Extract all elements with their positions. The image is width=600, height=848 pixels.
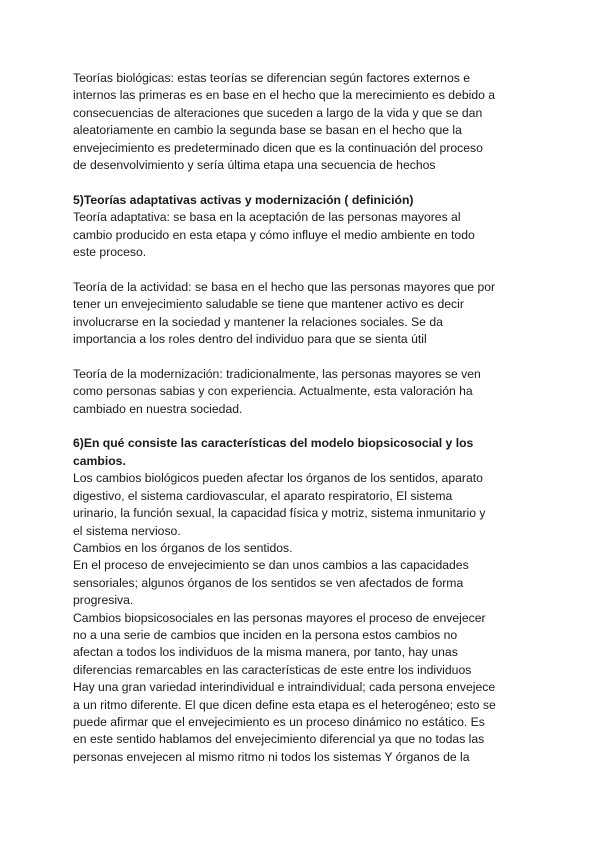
text-line: consecuencias de alteraciones que suceden a largo de la vida y que se dan	[73, 105, 483, 120]
text-line: Cambios biopsicosociales en las personas mayores el proceso de envejecer	[73, 610, 486, 625]
text-line: Los cambios biológicos pueden afectar los órganos de los sentidos, aparato	[73, 471, 483, 486]
text-line: no a una serie de cambios que inciden en la persona estos cambios no	[73, 627, 458, 642]
text-line: internos las primeras es en base en el hecho que la merecimiento es debido a	[73, 88, 496, 103]
text-line: Teoría adaptativa: se basa en la aceptación de las personas mayores al	[73, 210, 461, 225]
text-line: afectan a todos los individuos de la misma manera, por tanto, hay unas	[73, 645, 458, 660]
section-6-heading: 6)En qué consiste las características del modelo biopsicosocial y los	[73, 436, 474, 451]
text-line: progresiva.	[73, 593, 134, 608]
text-line: Cambios en los órganos de los sentidos.	[73, 540, 293, 555]
document-body	[73, 70, 533, 766]
text-line: Hay una gran variedad interindividual e intraindividual; cada persona envejece	[73, 680, 496, 695]
text-line: envejecimiento es predeterminado dicen que es la continuación del proceso	[73, 140, 483, 155]
text-line: a un ritmo diferente. El que dicen define esta etapa es el heterogéneo; esto se	[73, 697, 496, 712]
text-line: el sistema nervioso.	[73, 523, 181, 538]
section-5	[73, 192, 533, 209]
text-line: involucrarse en la sociedad y mantener la relaciones sociales. Se da	[73, 314, 443, 329]
text-line: sensoriales; algunos órganos de los sentidos se ven afectados de forma	[73, 575, 464, 590]
text-line: este proceso.	[73, 245, 147, 260]
intro-paragraph	[73, 70, 533, 174]
text-line: urinario, la función sexual, la capacidad física y motriz, sistema inmunitario y	[73, 506, 486, 521]
text-line: En el proceso de envejecimiento se dan unos cambios a las capacidades	[73, 558, 469, 573]
text-line: de desenvolvimiento y sería última etapa una secuencia de hechos	[73, 158, 436, 173]
text-line: personas envejecen al mismo ritmo ni todos los sistemas Y órganos de la	[73, 749, 470, 764]
text-line: en este sentido hablamos del envejecimiento diferencial ya que no todas las	[73, 732, 485, 747]
section-6	[73, 435, 533, 470]
text-line: aleatoriamente en cambio la segunda base se basan en el hecho que la	[73, 123, 462, 138]
text-line: como personas sabias y con experiencia. Actualmente, esta valoración ha	[73, 384, 473, 399]
text-line: digestivo, el sistema cardiovascular, el aparato respiratorio, El sistema	[73, 488, 453, 503]
section-5-heading: 5)Teorías adaptativas activas y modernización ( definición)	[73, 192, 414, 207]
modernizacion-paragraph	[73, 366, 533, 418]
text-line: cambio producido en esta etapa y cómo influye el medio ambiente en todo	[73, 227, 475, 242]
actividad-paragraph	[73, 279, 533, 349]
text-line: Teoría de la modernización: tradicionalmente, las personas mayores se ven	[73, 366, 481, 381]
adaptativa-paragraph	[73, 209, 533, 261]
text-line: importancia a los roles dentro del individuo para que se sienta útil	[73, 332, 427, 347]
text-line: Teorías biológicas: estas teorías se diferencian según factores externos e	[73, 71, 470, 85]
section-6-heading: cambios.	[73, 453, 126, 468]
text-line: tener un envejecimiento saludable se tiene que mantener activo es decir	[73, 297, 464, 312]
text-line: Teoría de la actividad: se basa en el hecho que las personas mayores que por	[73, 279, 496, 294]
text-line: puede afirmar que el envejecimiento es un proceso dinámico no estático. Es	[73, 714, 485, 729]
section-6-body	[73, 470, 533, 766]
text-line: diferencias remarcables en las características de este entre los individuos	[73, 662, 472, 677]
text-line: cambiado en nuestra sociedad.	[73, 401, 243, 416]
